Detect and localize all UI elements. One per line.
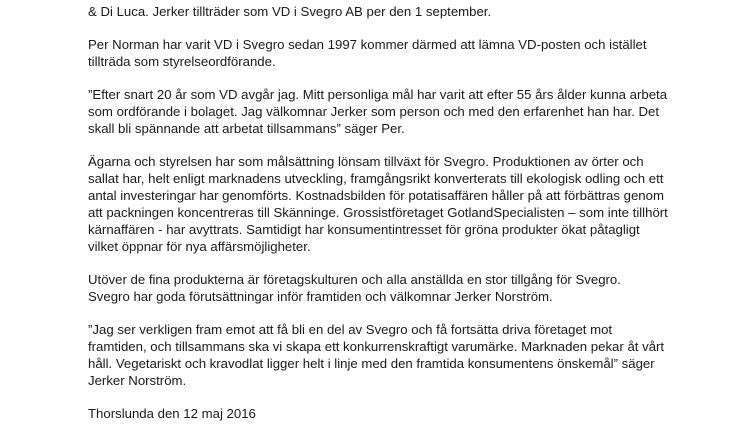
paragraph-appointment	[88, 3, 728, 20]
text-line: sallat har, helt enligt marknadens utveckling, framgångsrikt konverterats till ekologisk odling och ett	[88, 171, 664, 186]
text-line: Utöver de fina produkterna är företagskulturen och alla anställda en stor tillgång för Svegro.	[88, 272, 621, 287]
text-line: vilket öppnar för nya affärsmöjligheter.	[88, 239, 311, 254]
text-line: håll. Vegetariskt och kravodlat ligger helt i linje med den framtida konsumentens önskemål” säger	[88, 356, 655, 371]
text-line: att packningen koncentreras till Skänninge. Grossistföretaget GotlandSpecialisten – som inte tillhört	[88, 205, 668, 220]
text-line: ”Jag ser verkligen fram emot att få bli en del av Svegro och få fortsätta driva företaget mot	[88, 322, 613, 337]
paragraph-quote-per	[88, 86, 728, 137]
paragraph-per-norman	[88, 36, 728, 70]
text-line: antal investeringar har genomförts. Kostnadsbilden för potatisaffären håller på att förbättras genom	[88, 188, 664, 203]
text-line: tillträda som styrelseordförande.	[88, 54, 276, 69]
document-page	[88, 0, 728, 438]
text-line: Per Norman har varit VD i Svegro sedan 1997 kommer därmed att lämna VD-posten och istället	[88, 37, 647, 52]
text-line: som ordförande i bolaget. Jag välkomnar Jerker som person och med den erfarenhet han har. Det	[88, 104, 660, 119]
text-line: Jerker Norström.	[88, 373, 187, 388]
text-line: Thorslunda den 12 maj 2016	[88, 406, 256, 421]
paragraph-quote-jerker	[88, 321, 728, 389]
place-date-line	[88, 405, 728, 422]
text-line: kärnaffären - har avyttrats. Samtidigt har konsumentintresset för gröna produkter ökat påtagligt	[88, 222, 640, 237]
paragraph-owners-goals	[88, 153, 728, 255]
text-line: & Di Luca. Jerker tillträder som VD i Svegro AB per den 1 september.	[88, 4, 492, 19]
text-line: Ägarna och styrelsen har som målsättning lönsam tillväxt för Svegro. Produktionen av örter och	[88, 154, 644, 169]
text-line: ”Efter snart 20 år som VD avgår jag. Mitt personliga mål har varit att efter 55 års ålder kunna arbeta	[88, 87, 668, 102]
text-line: Svegro har goda förutsättningar inför framtiden och välkomnar Jerker Norström.	[88, 289, 553, 304]
paragraph-company-culture	[88, 271, 728, 305]
text-line: skall bli spännande att arbetat tillsammans” säger Per.	[88, 121, 405, 136]
text-line: framtiden, och tillsammans ska vi skapa ett konkurrenskraftigt varumärke. Marknaden pekar åt vårt	[88, 339, 665, 354]
